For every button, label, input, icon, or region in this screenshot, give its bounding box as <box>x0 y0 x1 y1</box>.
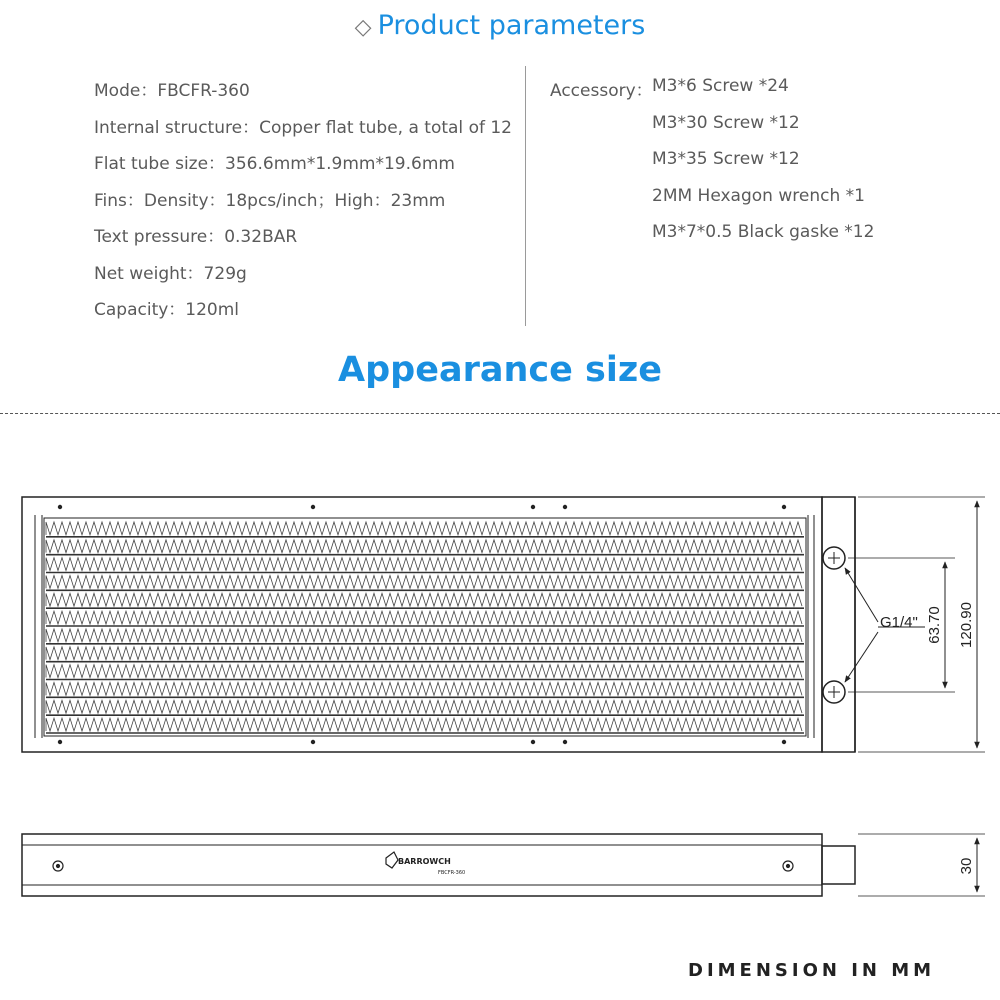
appearance-size-title: Appearance size <box>338 350 662 390</box>
end-tank <box>822 497 855 752</box>
thickness-label: 30 <box>958 857 975 875</box>
fin-row <box>46 718 802 731</box>
fin-row <box>46 683 802 696</box>
fin-row <box>46 540 802 553</box>
spec-test-pressure: Text pressure：0.32BAR <box>94 227 298 247</box>
port-bottom <box>823 681 845 703</box>
accessory-item-5: M3*7*0.5 Black gaske *12 <box>652 222 875 242</box>
front-view <box>22 497 985 752</box>
accessory-item-1: M3*6 Screw *24 <box>652 76 789 96</box>
side-view <box>22 834 985 896</box>
accessory-item-2: M3*30 Screw *12 <box>652 113 800 133</box>
product-parameters-text: Product parameters <box>377 10 646 41</box>
fin-row <box>46 629 802 642</box>
height-label: 120.90 <box>958 602 975 648</box>
accessory-item-4: 2MM Hexagon wrench *1 <box>652 186 865 206</box>
fin-row <box>46 700 802 713</box>
fin-row <box>46 611 802 624</box>
brand-logo-icon <box>386 852 398 868</box>
spec-fins: Fins：Density：18pcs/inch；High：23mm <box>94 191 446 211</box>
spec-internal-structure: Internal structure：Copper flat tube, a total of 12 <box>94 118 512 138</box>
fin-row <box>46 593 802 606</box>
spec-capacity: Capacity：120ml <box>94 300 240 320</box>
diamond-icon: ◇ <box>354 15 372 40</box>
fin-rows <box>46 522 804 733</box>
port-spacing-label: 63.70 <box>926 606 943 644</box>
port-top <box>823 547 845 569</box>
front-outline <box>22 497 822 752</box>
port-thread-label: G1/4" <box>880 614 918 631</box>
accessory-label: Accessory： <box>550 81 653 101</box>
fin-row <box>46 558 802 571</box>
brand-logo-text: BARROWCH <box>398 857 451 866</box>
dimension-unit-footer: DIMENSION IN MM <box>688 960 936 981</box>
spec-mode: Mode：FBCFR-360 <box>94 81 250 101</box>
fin-row <box>46 576 802 589</box>
spec-net-weight: Net weight：729g <box>94 264 247 284</box>
brand-model-text: FBCFR-360 <box>438 870 466 876</box>
fin-row <box>46 647 802 660</box>
spec-flat-tube-size: Flat tube size：356.6mm*1.9mm*19.6mm <box>94 154 455 174</box>
accessory-item-3: M3*35 Screw *12 <box>652 149 800 169</box>
side-end-tank <box>822 846 855 884</box>
fin-row <box>46 665 802 678</box>
fin-row <box>46 522 802 535</box>
